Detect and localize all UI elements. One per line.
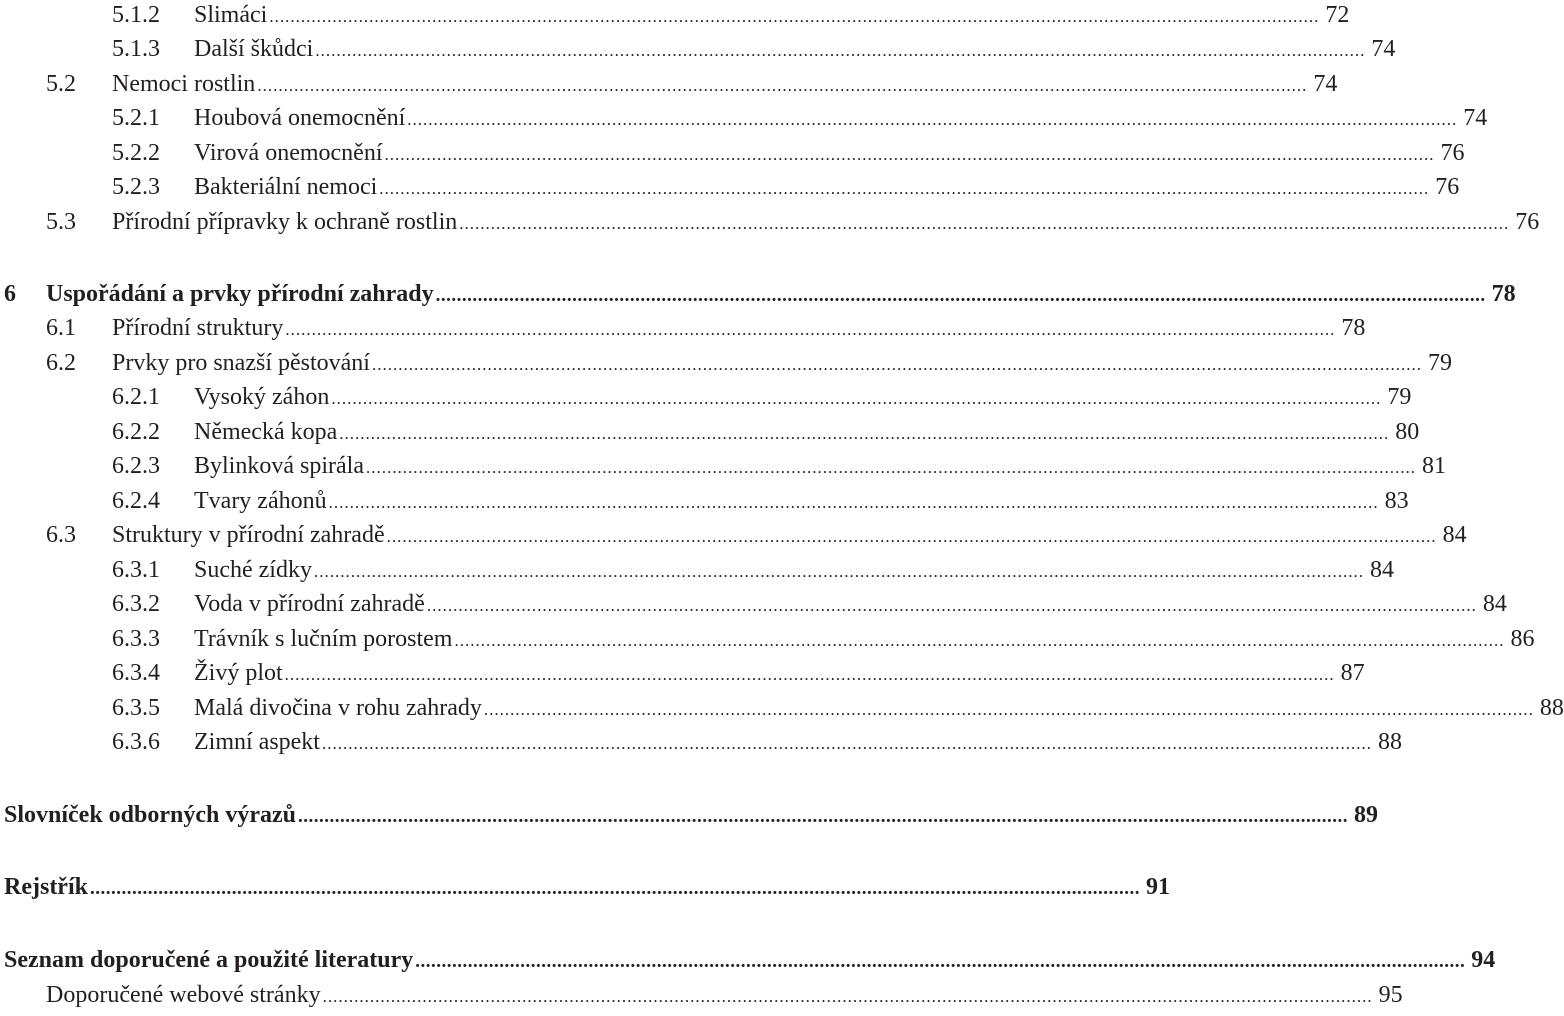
toc-leader-dots: ........................................................................................................................................................................................................ xyxy=(284,665,1335,684)
toc-entry[interactable] xyxy=(112,449,1446,483)
toc-leader-dots: ........................................................................................................................................................................................................ xyxy=(257,76,1308,95)
toc-entry-page: 84 xyxy=(1442,522,1467,548)
toc-entry-title: Uspořádání a prvky přírodní zahrady xyxy=(46,281,434,307)
toc-entry[interactable] xyxy=(112,101,1488,135)
toc-entry[interactable] xyxy=(112,553,1394,587)
toc-entry-title: Doporučené webové stránky xyxy=(46,982,321,1008)
toc-entry-page: 79 xyxy=(1387,384,1412,410)
toc-entry-title: Živý plot xyxy=(194,660,283,686)
toc-entry-number: 5.3 xyxy=(46,209,76,235)
toc-entry[interactable] xyxy=(46,67,1338,101)
toc-entry[interactable] xyxy=(46,518,1467,552)
toc-entry-page: 83 xyxy=(1384,488,1409,514)
toc-entry-title: Struktury v přírodní zahradě xyxy=(112,522,385,548)
toc-entry[interactable] xyxy=(46,311,1366,345)
toc-entry-page: 76 xyxy=(1440,140,1465,166)
toc-entry-number: 5.2 xyxy=(46,71,76,97)
toc-leader-dots: ........................................................................................................................................................................................................ xyxy=(371,355,1422,374)
toc-entry-page: 80 xyxy=(1395,419,1420,445)
toc-entry-page: 89 xyxy=(1354,802,1379,828)
toc-entry-number: 6.3.1 xyxy=(112,557,160,583)
toc-entry-title: Další škůdci xyxy=(194,36,314,62)
toc-leader-dots: ........................................................................................................................................................................................................ xyxy=(384,145,1435,164)
toc-entry-title: Přírodní struktury xyxy=(112,315,284,341)
toc-entry-page: 74 xyxy=(1463,105,1488,131)
toc-entry-number: 6.2.2 xyxy=(112,419,160,445)
toc-entry[interactable] xyxy=(4,943,1496,977)
toc-entry-page: 78 xyxy=(1341,315,1366,341)
toc-entry-number: 6.2.4 xyxy=(112,488,160,514)
toc-entry[interactable] xyxy=(112,622,1535,656)
toc-leader-dots: ........................................................................................................................................................................................................ xyxy=(365,458,1416,477)
toc-entry[interactable] xyxy=(46,205,1540,239)
toc-entry-title: Trávník s lučním porostem xyxy=(194,626,453,652)
toc-leader-dots: ........................................................................................................................................................................................................ xyxy=(298,806,1349,827)
toc-entry-number: 6.1 xyxy=(46,315,76,341)
toc-entry-page: 84 xyxy=(1482,591,1507,617)
toc-entry[interactable] xyxy=(112,415,1420,449)
toc-entry-title: Rejstřík xyxy=(4,874,88,900)
toc-entry[interactable] xyxy=(112,32,1396,66)
toc-entry-page: 84 xyxy=(1369,557,1394,583)
toc-leader-dots: ........................................................................................................................................................................................................ xyxy=(435,285,1486,306)
toc-leader-dots: ........................................................................................................................................................................................................ xyxy=(459,214,1510,233)
toc-entry-page: 76 xyxy=(1515,209,1540,235)
toc-entry-title: Slovníček odborných výrazů xyxy=(4,802,297,828)
toc-entry-title: Německá kopa xyxy=(194,419,338,445)
toc-entry-number: 6.3 xyxy=(46,522,76,548)
toc-entry[interactable] xyxy=(112,725,1402,759)
toc-entry-title: Tvary záhonů xyxy=(194,488,327,514)
toc-entry-title: Houbová onemocnění xyxy=(194,105,406,131)
toc-leader-dots: ........................................................................................................................................................................................................ xyxy=(315,41,1366,60)
toc-entry[interactable] xyxy=(112,656,1365,690)
toc-entry-number: 5.1.2 xyxy=(112,2,160,28)
toc-entry-title: Nemoci rostlin xyxy=(112,71,256,97)
toc-entry-page: 81 xyxy=(1421,453,1446,479)
toc-entry-number: 6.3.3 xyxy=(112,626,160,652)
toc-entry[interactable] xyxy=(112,380,1412,414)
toc-entry-page: 87 xyxy=(1340,660,1365,686)
toc-leader-dots: ........................................................................................................................................................................................................ xyxy=(415,951,1466,972)
toc-entry[interactable] xyxy=(112,484,1409,518)
toc-entry-number: 6.3.6 xyxy=(112,729,160,755)
toc-entry[interactable] xyxy=(46,978,1403,1012)
toc-entry-number: 6.2 xyxy=(46,350,76,376)
toc-entry-number: 6.2.1 xyxy=(112,384,160,410)
toc-entry-number: 6 xyxy=(4,281,16,307)
toc-leader-dots: ........................................................................................................................................................................................................ xyxy=(313,562,1364,581)
toc-entry-page: 94 xyxy=(1471,947,1496,973)
toc-entry-number: 5.2.1 xyxy=(112,105,160,131)
toc-leader-dots: ........................................................................................................................................................................................................ xyxy=(322,987,1373,1006)
toc-entry-title: Malá divočina v rohu zahrady xyxy=(194,695,482,721)
toc-entry-page: 91 xyxy=(1145,874,1170,900)
toc-entry-page: 88 xyxy=(1377,729,1402,755)
toc-entry-page: 74 xyxy=(1371,36,1396,62)
toc-entry[interactable] xyxy=(112,170,1460,204)
toc-entry[interactable] xyxy=(4,798,1379,832)
toc-entry[interactable] xyxy=(112,0,1350,32)
toc-leader-dots: ........................................................................................................................................................................................................ xyxy=(328,493,1379,512)
toc-entry-number: 6.3.2 xyxy=(112,591,160,617)
toc-entry-title: Suché zídky xyxy=(194,557,312,583)
toc-entry[interactable] xyxy=(46,346,1452,380)
toc-leader-dots: ........................................................................................................................................................................................................ xyxy=(89,878,1140,899)
toc-entry[interactable] xyxy=(112,691,1564,725)
toc-entry-page: 76 xyxy=(1435,174,1460,200)
toc-entry[interactable] xyxy=(4,277,1516,311)
toc-entry-title: Přírodní přípravky k ochraně rostlin xyxy=(112,209,458,235)
toc-leader-dots: ........................................................................................................................................................................................................ xyxy=(285,320,1336,339)
toc-entry-page: 95 xyxy=(1378,982,1403,1008)
toc-entry-number: 5.1.3 xyxy=(112,36,160,62)
toc-leader-dots: ........................................................................................................................................................................................................ xyxy=(269,7,1320,26)
toc-entry-page: 79 xyxy=(1427,350,1452,376)
toc-entry-number: 6.3.4 xyxy=(112,660,160,686)
toc-entry-title: Bakteriální nemoci xyxy=(194,174,378,200)
toc-entry-title: Zimní aspekt xyxy=(194,729,320,755)
toc-leader-dots: ........................................................................................................................................................................................................ xyxy=(386,527,1437,546)
toc-entry-title: Vysoký záhon xyxy=(194,384,330,410)
toc-entry-number: 5.2.2 xyxy=(112,140,160,166)
toc-leader-dots: ........................................................................................................................................................................................................ xyxy=(483,700,1534,719)
toc-entry-page: 72 xyxy=(1325,2,1350,28)
toc-entry-page: 78 xyxy=(1491,281,1516,307)
toc-entry-title: Virová onemocnění xyxy=(194,140,383,166)
toc-leader-dots: ........................................................................................................................................................................................................ xyxy=(407,110,1458,129)
toc-entry-number: 6.2.3 xyxy=(112,453,160,479)
toc-entry[interactable] xyxy=(112,136,1465,170)
toc-entry-page: 74 xyxy=(1313,71,1338,97)
toc-entry-number: 6.3.5 xyxy=(112,695,160,721)
toc-entry[interactable] xyxy=(4,870,1170,904)
toc-entry-title: Prvky pro snazší pěstování xyxy=(112,350,370,376)
toc-leader-dots: ........................................................................................................................................................................................................ xyxy=(379,179,1430,198)
toc-entry-page: 86 xyxy=(1510,626,1535,652)
toc-entry-title: Voda v přírodní zahradě xyxy=(194,591,425,617)
toc-leader-dots: ........................................................................................................................................................................................................ xyxy=(454,631,1505,650)
toc-leader-dots: ........................................................................................................................................................................................................ xyxy=(426,596,1477,615)
toc-leader-dots: ........................................................................................................................................................................................................ xyxy=(339,424,1390,443)
toc-leader-dots: ........................................................................................................................................................................................................ xyxy=(321,734,1372,753)
toc-entry-title: Bylinková spirála xyxy=(194,453,364,479)
toc-leader-dots: ........................................................................................................................................................................................................ xyxy=(331,389,1382,408)
toc-entry-title: Seznam doporučené a použité literatury xyxy=(4,947,414,973)
toc-entry-page: 88 xyxy=(1539,695,1564,721)
toc-entry[interactable] xyxy=(112,587,1507,621)
toc-entry-title: Slimáci xyxy=(194,2,268,28)
toc-entry-number: 5.2.3 xyxy=(112,174,160,200)
